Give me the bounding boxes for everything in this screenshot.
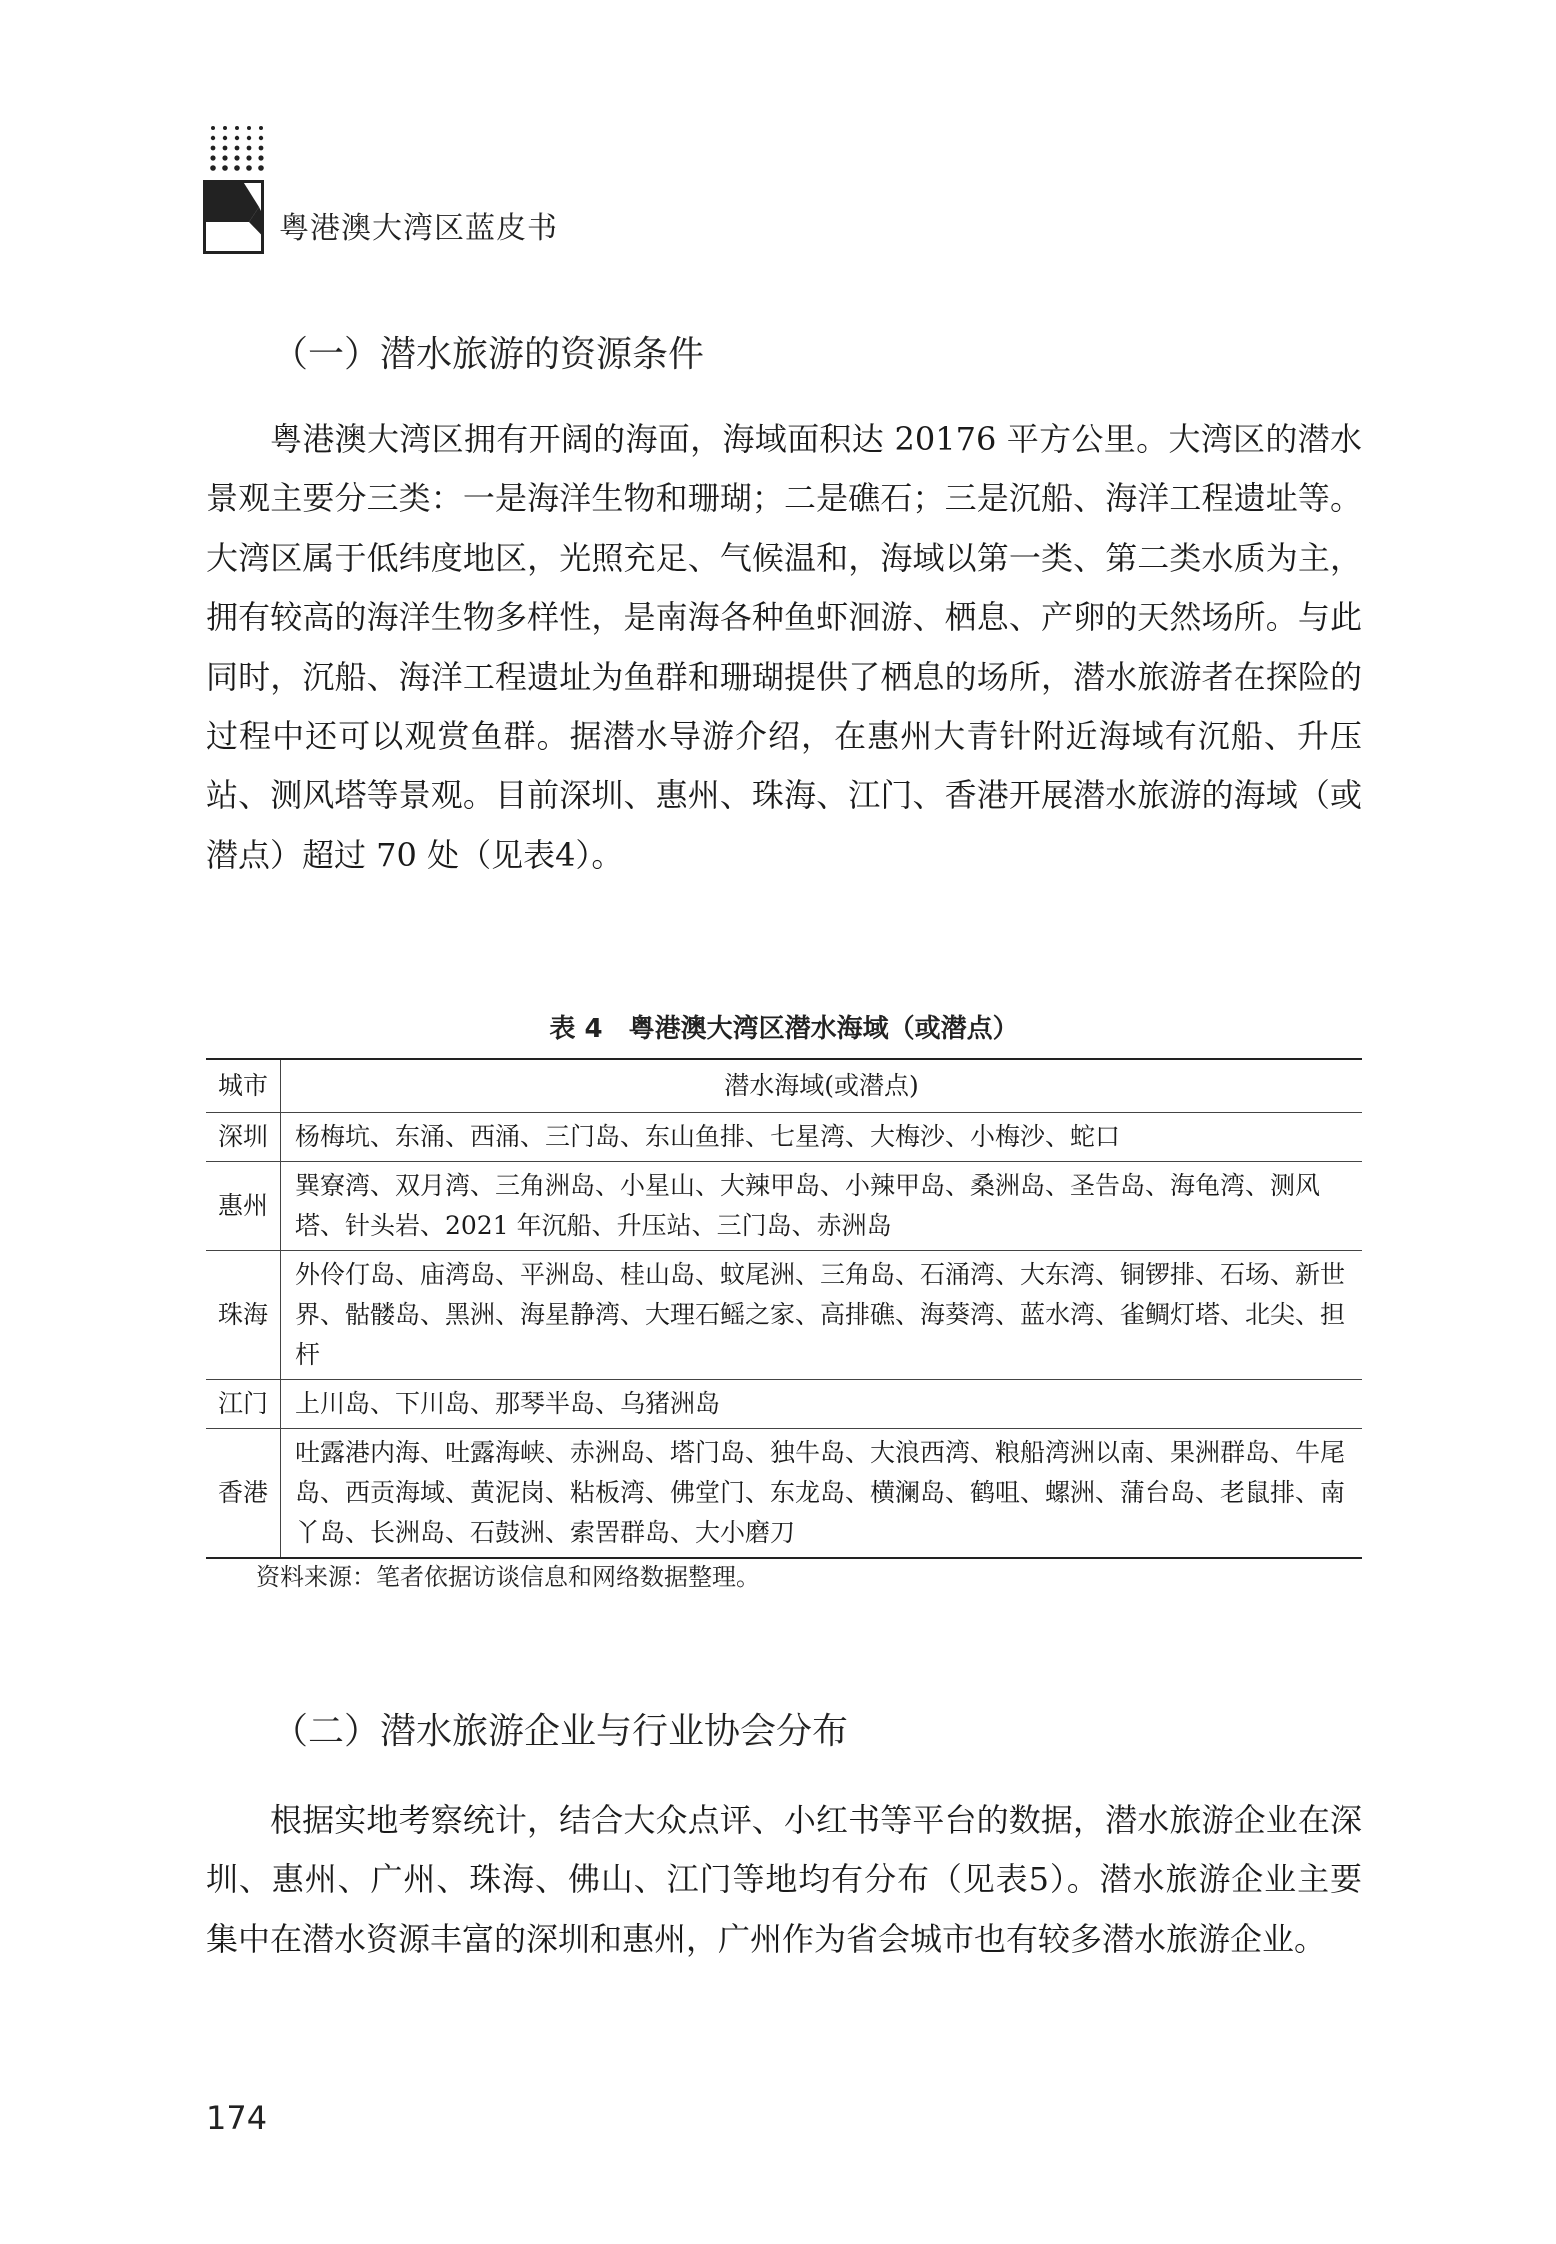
table-row: [206, 1162, 1362, 1251]
sites-cell: 上川岛、下川岛、那琴半岛、乌猪洲岛: [281, 1380, 1363, 1429]
city-cell: 香港: [206, 1429, 281, 1559]
table-header-row: [206, 1059, 1362, 1113]
column-header-sites: 潜水海域(或潜点): [281, 1059, 1363, 1113]
city-cell: 珠海: [206, 1251, 281, 1380]
dot-grid-icon: [210, 125, 270, 173]
table-row: [206, 1380, 1362, 1429]
table-source-note: 资料来源：笔者依据访谈信息和网络数据整理。: [256, 1563, 760, 1591]
section-1-heading: （一）潜水旅游的资源条件: [272, 334, 705, 375]
page-number: 174: [206, 2099, 268, 2137]
table-row: [206, 1113, 1362, 1162]
sites-cell: 杨梅坑、东涌、西涌、三门岛、东山鱼排、七星湾、大梅沙、小梅沙、蛇口: [281, 1113, 1363, 1162]
table-row: [206, 1251, 1362, 1380]
dive-sites-table: [206, 1058, 1362, 1559]
sites-cell: 巽寮湾、双月湾、三角洲岛、小星山、大辣甲岛、小辣甲岛、桑洲岛、圣告岛、海龟湾、测风塔、针头岩、2021 年沉船、升压站、三门岛、赤洲岛: [281, 1162, 1363, 1251]
table-4-title: 表 4 粤港澳大湾区潜水海域（或潜点）: [549, 1014, 1019, 1044]
city-cell: 深圳: [206, 1113, 281, 1162]
section-1-paragraph: 粤港澳大湾区拥有开阔的海面，海域面积达 20176 平方公里。大湾区的潜水景观主要分三类：一是海洋生物和珊瑚；二是礁石；三是沉船、海洋工程遗址等。大湾区属于低纬度地区，光照充足、气候温和，海域以第一类、第二类水质为主，拥有较高的海洋生物多样性，是南海各种鱼虾洄游、栖息、产卵的天然场所。与此同时，沉船、海洋工程遗址为鱼群和珊瑚提供了栖息的场所，潜水旅游者在探险的过程中还可以观赏鱼群。据潜水导游介绍，在惠州大青针附近海域有沉船、升压站、测风塔等景观。目前深圳、惠州、珠海、江门、香港开展潜水旅游的海域（或潜点）超过 70 处（见表4）。: [206, 420, 1362, 874]
city-cell: 江门: [206, 1380, 281, 1429]
series-title: 粤港澳大湾区蓝皮书: [279, 211, 558, 246]
section-2-heading: （二）潜水旅游企业与行业协会分布: [272, 1711, 849, 1752]
column-header-city: 城市: [206, 1059, 281, 1113]
book-header: [203, 125, 623, 255]
sites-cell: 外伶仃岛、庙湾岛、平洲岛、桂山岛、蚊尾洲、三角岛、石涌湾、大东湾、铜锣排、石场、新世界、骷髅岛、黑洲、海星静湾、大理石鳐之家、高排礁、海葵湾、蓝水湾、雀鲷灯塔、北尖、担杆: [281, 1251, 1363, 1380]
table-row: [206, 1429, 1362, 1559]
section-2-paragraph: 根据实地考察统计，结合大众点评、小红书等平台的数据，潜水旅游企业在深圳、惠州、广州、珠海、佛山、江门等地均有分布（见表5）。潜水旅游企业主要集中在潜水资源丰富的深圳和惠州，广州作为省会城市也有较多潜水旅游企业。: [206, 1801, 1362, 1958]
sites-cell: 吐露港内海、吐露海峡、赤洲岛、塔门岛、独牛岛、大浪西湾、粮船湾洲以南、果洲群岛、牛尾岛、西贡海域、黄泥岗、粘板湾、佛堂门、东龙岛、横澜岛、鹤咀、螺洲、蒲台岛、老鼠排、南丫岛、长洲岛、石鼓洲、索罟群岛、大小磨刀: [281, 1429, 1363, 1559]
book-logo-icon: [203, 180, 267, 255]
city-cell: 惠州: [206, 1162, 281, 1251]
